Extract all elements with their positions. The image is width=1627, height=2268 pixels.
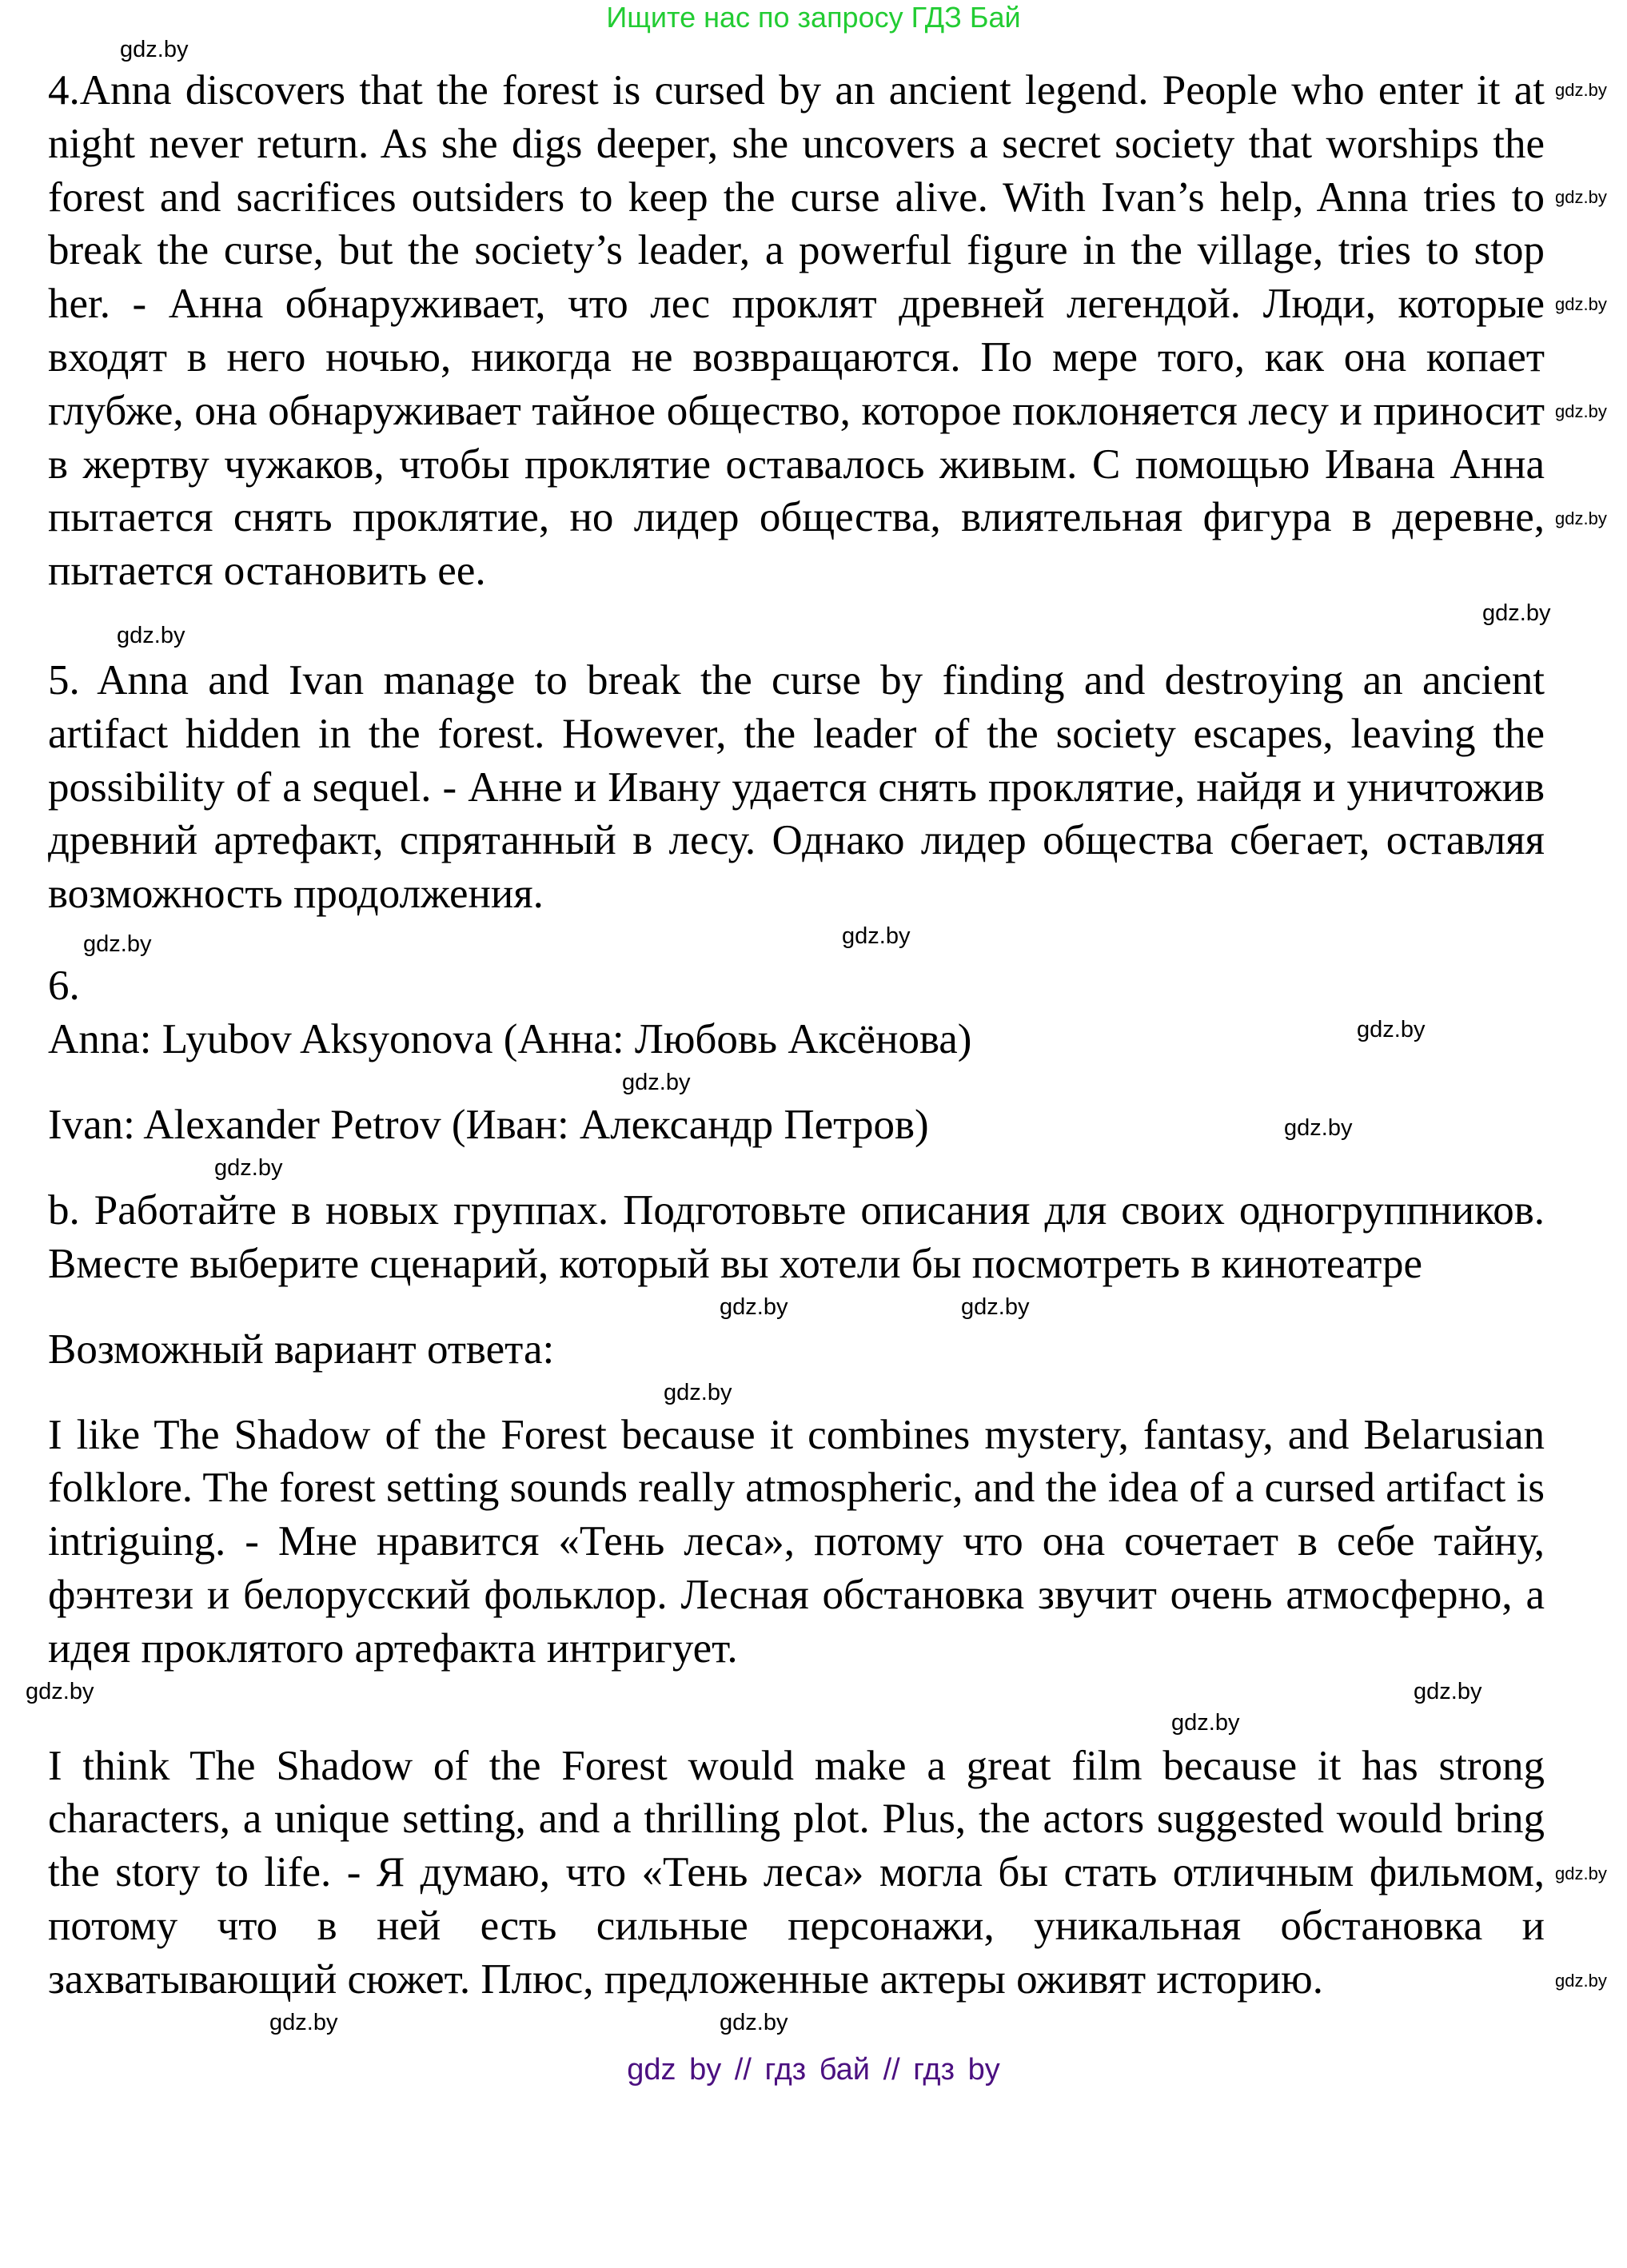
- paragraph-4: 4.Anna discovers that the forest is cursed by an ancient legend. People who enter it at night never return. As she digs deeper, she uncovers a secret society that worships the forest and sacrifices outsiders to keep the curse alive. With Ivan’s help, Anna tries to break the curse, but the society’s leader, a powerful figure in the village, tries to stop her. - Анна обнаруживает, что лес проклят древней легендой. Люди, которые входят в него ночью, никогда не возвращаются. По мере того, как она копает глубже, она обнаруживает тайное общество, которое поклоняется лесу и приносит в жертву чужаков, чтобы проклятие оставалось живым. С помощью Ивана Анна пытается снять проклятие, но лидер общества, влиятельная фигура в деревне, пытается остановить ее.: [48, 67, 1545, 595]
- watermark: gdz.by: [622, 1069, 691, 1095]
- watermark: gdz.by: [1555, 1863, 1607, 1883]
- possible-answer-label: Возможный вариант ответа:: [48, 1325, 555, 1373]
- watermark: gdz.by: [1357, 1016, 1426, 1042]
- watermark: gdz.by: [1284, 1114, 1353, 1141]
- watermark: gdz.by: [1171, 1709, 1240, 1736]
- answer-paragraph-2-section: [48, 1740, 1607, 2007]
- watermark: gdz.by: [1555, 508, 1607, 528]
- watermark: gdz.by: [26, 1678, 94, 1704]
- watermark: gdz.by: [961, 1293, 1030, 1320]
- watermark-row: [0, 1066, 1627, 1098]
- paragraph-5-section: [48, 654, 1545, 921]
- cast-anna: Anna: Lyubov Aksyonova (Анна: Любовь Аксёнова): [48, 1015, 972, 1062]
- watermark-row: [0, 1152, 1627, 1184]
- watermark: gdz.by: [664, 1379, 732, 1405]
- watermark: gdz.by: [1414, 1678, 1482, 1704]
- cast-anna-line: [48, 1013, 1545, 1066]
- watermark: gdz.by: [269, 2009, 338, 2035]
- watermark-row: [0, 1676, 1627, 1740]
- watermark-row: [0, 1377, 1627, 1409]
- watermark: gdz.by: [1555, 1970, 1607, 1991]
- watermark: gdz.by: [842, 923, 911, 949]
- site-footer-links: gdz by // гдз бай // гдз by: [627, 2052, 1000, 2087]
- answer-paragraph-1-section: [48, 1409, 1545, 1676]
- watermark: gdz.by: [720, 2009, 788, 2035]
- answer-paragraph-2: I think The Shadow of the Forest would make a great film because it has strong characters, a unique setting, and a thrilling plot. Plus, the actors suggested would bring the story to life. - Я думаю, что «Тень леса» могла бы стать отличным фильмом, потому что в ней есть сильные персонажи, уникальная обстановка и захватывающий сюжет. Плюс, предложенные актеры оживят историю.: [48, 1742, 1545, 2003]
- watermark: gdz.by: [1555, 80, 1607, 100]
- watermark: gdz.by: [720, 1293, 788, 1320]
- watermark: gdz.by: [120, 37, 189, 62]
- paragraph-4-section: [48, 64, 1607, 598]
- watermark: gdz.by: [1555, 294, 1607, 314]
- watermark: gdz.by: [1555, 401, 1607, 421]
- task-b-section: [48, 1184, 1545, 1291]
- watermark-row: [0, 2007, 1627, 2039]
- paragraph-6-number-line: [48, 959, 1545, 1013]
- possible-answer-line: [48, 1323, 1545, 1377]
- watermark: gdz.by: [1482, 600, 1551, 626]
- watermark-row: [0, 35, 1627, 64]
- paragraph-5: 5. Anna and Ivan manage to break the curse by finding and destroying an ancient artifact hidden in the forest. However, the leader of the society escapes, leaving the possibility of a sequel. - Анне и Ивану удается снять проклятие, найдя и уничтожив древний артефакт, спрятанный в лесу. Однако лидер общества сбегает, оставляя возможность продолжения.: [48, 656, 1545, 918]
- watermark: gdz.by: [214, 1154, 283, 1181]
- site-search-banner: Ищите нас по запросу ГДЗ Бай: [606, 1, 1021, 34]
- watermark: gdz.by: [1555, 187, 1607, 207]
- watermark-row: [0, 598, 1627, 654]
- watermark-row: [0, 921, 1627, 959]
- paragraph-6-number: 6.: [48, 962, 80, 1009]
- cast-ivan: Ivan: Alexander Petrov (Иван: Александр Петров): [48, 1101, 929, 1148]
- watermark: gdz.by: [83, 931, 152, 957]
- watermark-row: [0, 1291, 1627, 1323]
- watermark: gdz.by: [117, 622, 185, 648]
- answer-paragraph-1: I like The Shadow of the Forest because it combines mystery, fantasy, and Belarusian folklore. The forest setting sounds really atmospheric, and the idea of a cursed artifact is intriguing. - Мне нравится «Тень леса», потому что она сочетает в себе тайну, фэнтези и белорусский фольклор. Лесная обстановка звучит очень атмосферно, а идея проклятого артефакта интригует.: [48, 1411, 1545, 1672]
- cast-ivan-line: [48, 1098, 1545, 1152]
- task-b: b. Работайте в новых группах. Подготовьте описания для своих одногруппников. Вместе выберите сценарий, который вы хотели бы посмотреть в кинотеатре: [48, 1186, 1545, 1287]
